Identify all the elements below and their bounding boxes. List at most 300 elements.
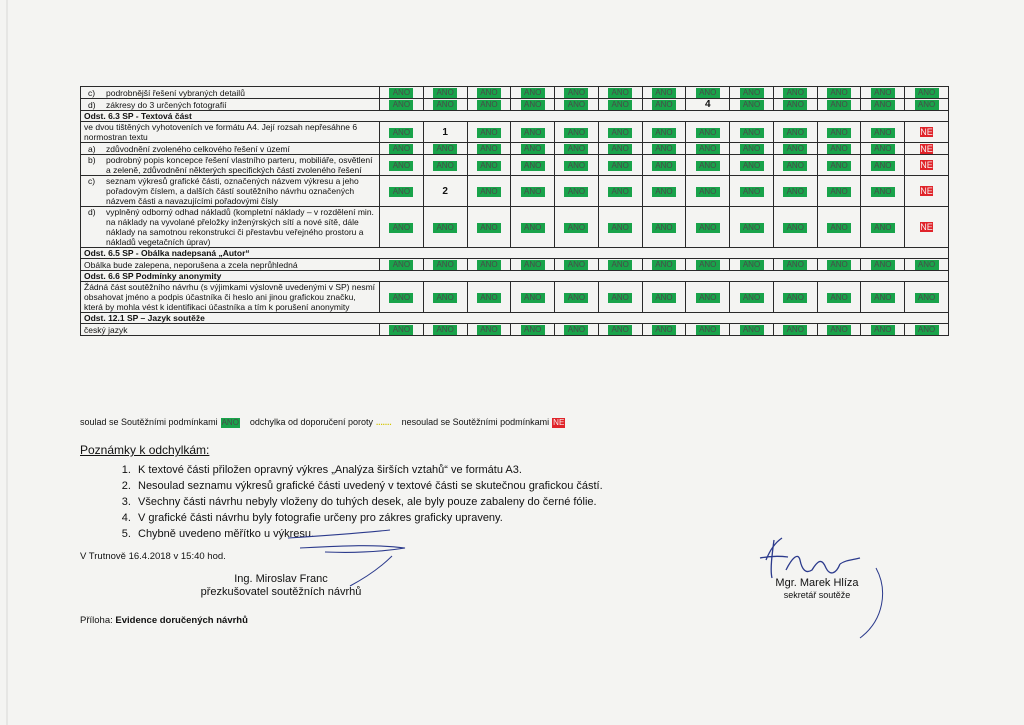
ano-badge: ANO	[740, 128, 764, 138]
value-cell	[467, 155, 511, 176]
value-cell	[861, 324, 905, 336]
ano-badge: ANO	[433, 88, 457, 98]
value-cell	[598, 99, 642, 111]
value-cell	[773, 143, 817, 155]
ano-badge: ANO	[783, 223, 807, 233]
criterion-text: český jazyk	[84, 324, 128, 335]
value-cell	[905, 99, 949, 111]
ano-badge: ANO	[389, 223, 413, 233]
value-cell	[686, 143, 730, 155]
value-cell	[686, 282, 730, 313]
value-cell	[380, 143, 424, 155]
ano-badge: ANO	[477, 293, 501, 303]
criterion-cell	[81, 324, 380, 336]
value-cell	[642, 259, 686, 271]
ano-badge: ANO	[433, 260, 457, 270]
ano-badge: ANO	[608, 293, 632, 303]
value-cell	[380, 155, 424, 176]
criterion-text: zdůvodnění zvoleného celkového řešení v území	[106, 143, 290, 154]
ano-badge: ANO	[740, 100, 764, 110]
ano-badge: ANO	[608, 187, 632, 197]
legend	[80, 416, 565, 428]
ano-badge: ANO	[389, 293, 413, 303]
ano-badge: ANO	[433, 161, 457, 171]
ano-badge: ANO	[740, 223, 764, 233]
table-row	[81, 207, 949, 248]
ano-badge: ANO	[564, 223, 588, 233]
criterion-label: c)	[88, 87, 96, 98]
ano-badge: ANO	[521, 144, 545, 154]
ano-badge: ANO	[521, 100, 545, 110]
ano-badge: ANO	[652, 223, 676, 233]
ano-badge: ANO	[783, 100, 807, 110]
value-cell	[467, 87, 511, 99]
value-cell	[423, 207, 467, 248]
ano-badge: ANO	[652, 161, 676, 171]
value-cell	[380, 259, 424, 271]
value-cell	[555, 87, 599, 99]
ano-badge: ANO	[477, 260, 501, 270]
value-cell	[817, 324, 861, 336]
ano-badge: ANO	[783, 161, 807, 171]
value-cell	[730, 99, 774, 111]
legend-dev-badge: .......	[376, 417, 392, 427]
criterion-text: ve dvou tištěných vyhotoveních ve formátu A4. Její rozsah nepřesáhne 6 normostran textu	[84, 122, 358, 142]
value-cell	[773, 259, 817, 271]
ano-badge: ANO	[564, 293, 588, 303]
value-cell	[686, 155, 730, 176]
value-cell	[773, 99, 817, 111]
ano-badge: ANO	[477, 223, 501, 233]
table-row	[81, 155, 949, 176]
criterion-text: Obálka bude zalepena, neporušena a zcela neprůhledná	[84, 259, 298, 270]
value-cell	[511, 122, 555, 143]
value-cell	[861, 282, 905, 313]
ano-badge: ANO	[521, 325, 545, 335]
legend-ok-badge: ANO	[221, 417, 239, 427]
ano-badge: ANO	[871, 128, 895, 138]
ano-badge: ANO	[696, 223, 720, 233]
value-cell	[861, 259, 905, 271]
ano-badge: ANO	[827, 260, 851, 270]
value-cell	[817, 99, 861, 111]
value-cell	[511, 259, 555, 271]
ano-badge: ANO	[696, 161, 720, 171]
value-cell	[555, 176, 599, 207]
ano-badge: ANO	[477, 100, 501, 110]
criterion-cell	[81, 143, 380, 155]
table-row	[81, 324, 949, 336]
value-cell	[905, 207, 949, 248]
section-heading: Odst. 6.5 SP - Obálka nadepsaná „Autor“	[81, 248, 949, 259]
attachment-title: Evidence doručených návrhů	[115, 615, 248, 626]
table-row	[81, 282, 949, 313]
ano-badge: ANO	[915, 260, 939, 270]
value-cell	[380, 207, 424, 248]
value-cell	[598, 259, 642, 271]
ano-badge: ANO	[477, 144, 501, 154]
criterion-label: d)	[88, 99, 96, 110]
value-cell	[905, 155, 949, 176]
table-row	[81, 87, 949, 99]
ano-badge: ANO	[652, 144, 676, 154]
ano-badge: ANO	[871, 187, 895, 197]
ano-badge: ANO	[389, 88, 413, 98]
ano-badge: ANO	[608, 100, 632, 110]
ano-badge: ANO	[827, 187, 851, 197]
value-cell	[642, 176, 686, 207]
criterion-item	[84, 176, 376, 206]
value-cell	[598, 87, 642, 99]
ano-badge: ANO	[871, 88, 895, 98]
evaluation-table	[80, 86, 949, 336]
ano-badge: ANO	[652, 260, 676, 270]
ano-badge: ANO	[915, 88, 939, 98]
value-cell	[511, 87, 555, 99]
ano-badge: ANO	[389, 161, 413, 171]
value-cell	[467, 176, 511, 207]
table-row	[81, 122, 949, 143]
ano-badge: ANO	[389, 128, 413, 138]
legend-deviation	[250, 416, 392, 428]
ano-badge: ANO	[915, 100, 939, 110]
value-cell	[555, 207, 599, 248]
value-cell	[555, 143, 599, 155]
value-cell	[730, 143, 774, 155]
value-cell	[555, 324, 599, 336]
value-cell	[642, 282, 686, 313]
value-cell	[861, 122, 905, 143]
value-cell	[773, 87, 817, 99]
criterion-text: zákresy do 3 určených fotografií	[106, 99, 227, 110]
ano-badge: ANO	[608, 325, 632, 335]
value-cell	[423, 99, 467, 111]
value-cell	[598, 282, 642, 313]
value-cell	[467, 207, 511, 248]
legend-ok	[80, 416, 240, 428]
value-cell	[817, 176, 861, 207]
criterion-item	[84, 88, 376, 98]
ne-badge: NE	[920, 127, 933, 137]
value-cell	[642, 122, 686, 143]
section-heading: Odst. 6.6 SP Podmínky anonymity	[81, 271, 949, 282]
ano-badge: ANO	[696, 128, 720, 138]
ano-badge: ANO	[783, 128, 807, 138]
legend-bad-text: nesoulad se Soutěžními podmínkami	[401, 417, 550, 427]
value-cell	[511, 155, 555, 176]
value-cell	[555, 122, 599, 143]
ano-badge: ANO	[871, 325, 895, 335]
value-cell	[686, 176, 730, 207]
ano-badge: ANO	[564, 325, 588, 335]
ano-badge: ANO	[783, 144, 807, 154]
criterion-cell	[81, 176, 380, 207]
value-cell	[773, 207, 817, 248]
page-edge	[6, 0, 8, 725]
ano-badge: ANO	[389, 100, 413, 110]
ano-badge: ANO	[827, 88, 851, 98]
ano-badge: ANO	[477, 128, 501, 138]
ano-badge: ANO	[521, 161, 545, 171]
value-cell	[642, 99, 686, 111]
section-row	[81, 111, 949, 122]
ne-badge: NE	[920, 143, 933, 154]
criterion-text: podrobný popis koncepce řešení vlastního parteru, mobiliáře, osvětlení a zeleně, zdůvodnění některých specifických částí zvoleného řešení	[106, 155, 373, 175]
legend-dev-text: odchylka od doporučení poroty	[249, 417, 374, 427]
signature-left-icon	[280, 508, 420, 588]
value-cell	[642, 207, 686, 248]
note-item: 2. Nesoulad seznamu výkresů grafické části uvedený v textové části se skutečnou grafickou částí.	[134, 478, 603, 494]
ano-badge: ANO	[389, 144, 413, 154]
criterion-label: b)	[88, 155, 96, 165]
ano-badge: ANO	[608, 161, 632, 171]
value-cell	[730, 176, 774, 207]
note-ref-badge: 1	[442, 126, 448, 138]
value-cell	[817, 122, 861, 143]
ano-badge: ANO	[652, 325, 676, 335]
value-cell	[861, 155, 905, 176]
criterion-cell	[81, 282, 380, 313]
value-cell	[861, 207, 905, 248]
value-cell	[598, 155, 642, 176]
ano-badge: ANO	[477, 161, 501, 171]
criterion-text: podrobnější řešení vybraných detailů	[106, 87, 245, 98]
ano-badge: ANO	[871, 223, 895, 233]
ano-badge: ANO	[740, 187, 764, 197]
ne-badge: NE	[920, 222, 933, 232]
ano-badge: ANO	[783, 187, 807, 197]
value-cell	[686, 259, 730, 271]
criterion-item	[84, 155, 376, 175]
ano-badge: ANO	[740, 260, 764, 270]
table-row	[81, 176, 949, 207]
value-cell	[773, 282, 817, 313]
ano-badge: ANO	[389, 260, 413, 270]
ano-badge: ANO	[652, 128, 676, 138]
value-cell	[380, 324, 424, 336]
ano-badge: ANO	[827, 100, 851, 110]
ano-badge: ANO	[389, 187, 413, 197]
legend-bad	[402, 416, 566, 428]
ano-badge: ANO	[433, 100, 457, 110]
value-cell	[817, 143, 861, 155]
ano-badge: ANO	[740, 161, 764, 171]
value-cell	[817, 207, 861, 248]
ano-badge: ANO	[783, 293, 807, 303]
section-row	[81, 271, 949, 282]
ano-badge: ANO	[608, 223, 632, 233]
ano-badge: ANO	[696, 325, 720, 335]
ano-badge: ANO	[433, 325, 457, 335]
criterion-cell	[81, 207, 380, 248]
value-cell	[598, 143, 642, 155]
table-row	[81, 99, 949, 111]
ano-badge: ANO	[521, 128, 545, 138]
value-cell	[686, 122, 730, 143]
value-cell	[555, 99, 599, 111]
signature-right-icon	[756, 530, 896, 640]
ano-badge: ANO	[827, 128, 851, 138]
value-cell	[905, 87, 949, 99]
ne-badge: NE	[920, 160, 933, 170]
value-cell	[861, 99, 905, 111]
note-ref-badge: 4	[704, 99, 711, 110]
value-cell	[905, 282, 949, 313]
value-cell	[598, 207, 642, 248]
ano-badge: ANO	[389, 325, 413, 335]
ano-badge: ANO	[871, 293, 895, 303]
value-cell	[817, 155, 861, 176]
note-item: 1. K textové části přiložen opravný výkres „Analýza širších vztahů“ ve formátu A3.	[134, 462, 603, 478]
value-cell	[642, 87, 686, 99]
ano-badge: ANO	[608, 260, 632, 270]
ano-badge: ANO	[521, 223, 545, 233]
value-cell	[423, 87, 467, 99]
value-cell	[380, 122, 424, 143]
value-cell	[905, 176, 949, 207]
criterion-cell	[81, 99, 380, 111]
section-heading: Odst. 12.1 SP – Jazyk soutěže	[81, 313, 949, 324]
value-cell	[423, 155, 467, 176]
notes-title: Poznámky k odchylkám:	[80, 443, 210, 457]
value-cell	[861, 176, 905, 207]
value-cell	[380, 176, 424, 207]
value-cell	[773, 324, 817, 336]
note-item: 4. V grafické části návrhu byly fotografie určeny pro zákres graficky upraveny.	[134, 510, 603, 526]
value-cell	[511, 143, 555, 155]
ano-badge: ANO	[564, 260, 588, 270]
value-cell	[467, 143, 511, 155]
ano-badge: ANO	[696, 144, 720, 154]
value-cell	[511, 282, 555, 313]
ano-badge: ANO	[915, 325, 939, 335]
ano-badge: ANO	[827, 144, 851, 154]
ano-badge: ANO	[652, 100, 676, 110]
value-cell	[773, 176, 817, 207]
criterion-text: vyplněný odborný odhad nákladů (kompletní náklady – v rozdělení min. na náklady na vyvolané přeložky inženýrských sítí a nové sítě, dále náklady na samotnou rekonstrukci či přestavbu veřejného prostoru a nákladů vegetačních úprav)	[106, 207, 374, 247]
ano-badge: ANO	[477, 325, 501, 335]
value-cell	[773, 122, 817, 143]
signer-role-left: přezkušovatel soutěžních návrhů	[200, 586, 362, 598]
value-cell	[642, 324, 686, 336]
value-cell	[423, 259, 467, 271]
legend-bad-badge: NE	[553, 417, 565, 427]
value-cell	[730, 207, 774, 248]
ano-badge: ANO	[783, 88, 807, 98]
legend-ok-text: soulad se Soutěžními podmínkami	[80, 417, 218, 427]
value-cell	[555, 259, 599, 271]
value-cell	[380, 99, 424, 111]
value-cell	[467, 122, 511, 143]
signer-name-right: Mgr. Marek Hlíza	[775, 577, 859, 589]
value-cell	[730, 155, 774, 176]
value-cell	[380, 282, 424, 313]
value-cell	[423, 324, 467, 336]
value-cell	[905, 122, 949, 143]
ano-badge: ANO	[608, 128, 632, 138]
ano-badge: ANO	[433, 293, 457, 303]
ano-badge: ANO	[783, 325, 807, 335]
ano-badge: ANO	[740, 144, 764, 154]
criterion-label: d)	[88, 207, 96, 217]
value-cell	[905, 324, 949, 336]
ano-badge: ANO	[564, 100, 588, 110]
ano-badge: ANO	[608, 144, 632, 154]
ano-badge: ANO	[696, 260, 720, 270]
ano-badge: ANO	[652, 88, 676, 98]
ano-badge: ANO	[740, 325, 764, 335]
value-cell	[598, 176, 642, 207]
ano-badge: ANO	[564, 161, 588, 171]
value-cell	[686, 207, 730, 248]
date-line: V Trutnově 16.4.2018 v 15:40 hod.	[80, 551, 226, 562]
value-cell	[423, 122, 467, 143]
value-cell	[730, 87, 774, 99]
ano-badge: ANO	[871, 161, 895, 171]
signer-name-left: Ing. Miroslav Franc	[234, 573, 328, 585]
value-cell	[686, 99, 730, 111]
signer-role-right: sekretář soutěže	[783, 590, 851, 600]
value-cell	[861, 87, 905, 99]
ano-badge: ANO	[740, 293, 764, 303]
ano-badge: ANO	[827, 161, 851, 171]
ano-badge: ANO	[871, 260, 895, 270]
ne-badge: NE	[920, 186, 933, 196]
note-ref-badge: 2	[442, 185, 448, 197]
value-cell	[511, 176, 555, 207]
ano-badge: ANO	[696, 88, 720, 98]
section-row	[81, 313, 949, 324]
ano-badge: ANO	[827, 223, 851, 233]
value-cell	[730, 324, 774, 336]
value-cell	[861, 143, 905, 155]
table-row	[81, 259, 949, 271]
ano-badge: ANO	[783, 260, 807, 270]
criterion-item	[84, 207, 376, 247]
value-cell	[423, 282, 467, 313]
ano-badge: ANO	[433, 223, 457, 233]
value-cell	[817, 282, 861, 313]
ano-badge: ANO	[827, 325, 851, 335]
value-cell	[686, 87, 730, 99]
value-cell	[905, 143, 949, 155]
criterion-cell	[81, 87, 380, 99]
value-cell	[598, 324, 642, 336]
value-cell	[905, 259, 949, 271]
value-cell	[817, 259, 861, 271]
value-cell	[555, 155, 599, 176]
criterion-label: c)	[88, 176, 96, 186]
criterion-cell	[81, 155, 380, 176]
ano-badge: ANO	[521, 260, 545, 270]
value-cell	[686, 324, 730, 336]
note-item: 3. Všechny části návrhu nebyly vloženy do tuhých desek, ale byly pouze zabaleny do černé fólie.	[134, 494, 603, 510]
table-row	[81, 143, 949, 155]
criterion-cell	[81, 122, 380, 143]
value-cell	[555, 282, 599, 313]
ano-badge: ANO	[696, 293, 720, 303]
ano-badge: ANO	[521, 187, 545, 197]
criterion-item	[84, 100, 376, 110]
value-cell	[730, 259, 774, 271]
ano-badge: ANO	[652, 293, 676, 303]
value-cell	[511, 207, 555, 248]
criterion-label: a)	[88, 143, 96, 154]
criterion-item	[84, 144, 376, 154]
value-cell	[730, 122, 774, 143]
ano-badge: ANO	[521, 293, 545, 303]
ano-badge: ANO	[827, 293, 851, 303]
